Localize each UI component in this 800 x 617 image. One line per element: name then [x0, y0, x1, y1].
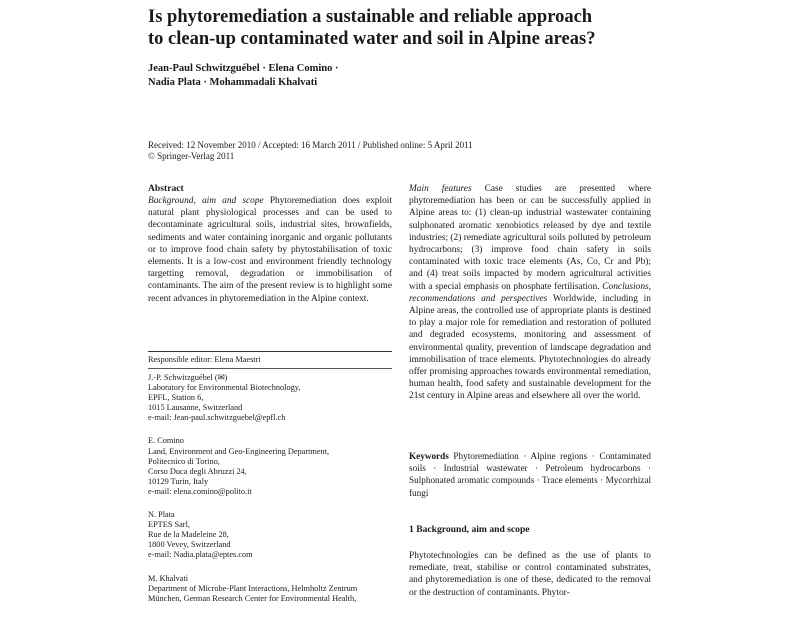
title-line-2: to clean-up contaminated water and soil in Alpine areas? — [148, 29, 596, 49]
affil-line: 10129 Turin, Italy — [148, 476, 209, 486]
affiliation-schwitzguebel — [148, 373, 392, 423]
affil-line: Land, Environment and Geo-Engineering Department, — [148, 446, 330, 456]
affil-line: EPTES Sarl, — [148, 520, 190, 530]
author-list — [148, 62, 548, 90]
abstract-background — [148, 195, 392, 305]
abstract-background-label: Background, aim and scope — [148, 196, 264, 206]
abstract-left-column — [148, 183, 392, 305]
affil-line: EPFL, Station 6, — [148, 393, 204, 403]
affil-line: 1800 Vevey, Switzerland — [148, 540, 231, 550]
keywords — [409, 450, 651, 499]
keywords-text: Phytoremediation · Alpine regions · Contaminated soils · Industrial wastewater · Petroleum hydrocarbons · Sulphonated aromatic compounds · Trace elements · Mycorrhizal fungi — [409, 451, 651, 498]
abstract-main-features — [409, 183, 651, 403]
abstract-heading: Abstract — [148, 183, 184, 194]
section-1-paragraph: Phytotechnologies can be defined as the use of plants to remediate, treat, stabilise or control contaminated substrates, and phytoremediation is one of these, dedicated to the removal or the destruction of contaminants. Phytor- — [409, 551, 651, 598]
affil-email[interactable]: e-mail: Nadia.plata@eptes.com — [148, 550, 253, 560]
affil-email[interactable]: e-mail: elena.comino@polito.it — [148, 486, 252, 496]
keywords-label: Keywords — [409, 451, 449, 461]
publication-dates — [148, 140, 608, 162]
affil-line: Laboratory for Environmental Biotechnology, — [148, 383, 301, 393]
affil-line: Politecnico di Torino, — [148, 456, 220, 466]
affiliation-khalvati — [148, 574, 392, 604]
author-line-2: Nadia Plata · Mohammadali Khalvati — [148, 77, 318, 88]
author-line-1: Jean-Paul Schwitzguébel · Elena Comino · — [148, 63, 339, 74]
affil-line: Rue de la Madeleine 28, — [148, 530, 229, 540]
affil-line: 1015 Lausanne, Switzerland — [148, 403, 243, 413]
affil-line: Department of Microbe-Plant Interactions, Helmholtz Zentrum — [148, 583, 358, 593]
abstract-main-features-text: Case studies are presented where phytoremediation has been or can be successfully applied in Alpine areas to: (1) clean-up industrial wastewater containing sulphonated aromatic xenobiotics released by dye and textile industries; (2) remediate agricultural soils polluted by petroleum hydrocarbons; (3) improve food chain safety in soils contaminated with toxic trace elements (As, Co, Cr and Pb); and (4) treat soils impacted by modern agricultural activities with a special emphasis on phosphate fertilisation. — [409, 184, 651, 292]
abstract-background-text: Phytoremediation does exploit natural plant physiological processes and can be used to decontaminate agricultural soils, industrial sites, brownfields, sediments and water containing inorganic and organic pollutants or to improve food chain safety by phytostabilisation of toxic elements. It is a low-cost and environment friendly technology targetting removal, degradation or immobilisation of contaminants. The aim of the present review is to highlight some recent advances in phytoremediation in the Alpine context. — [148, 196, 392, 304]
title-line-1: Is phytoremediation a sustainable and reliable approach — [148, 7, 593, 27]
responsible-editor: Responsible editor: Elena Maestri — [148, 355, 261, 364]
affil-line: M. Khalvati — [148, 573, 189, 583]
abstract-conclusions-text: Worldwide, including in Alpine areas, the controlled use of appropriate plants is destined to play a major role for remediation and restoration of polluted and degraded ecosystems, monitoring and assessment of environmental quality, prevention of landscape degradation and immobilisation of trace elements. Phytotechnologies do already offer promising approaches towards environmental remediation, human health, food safety and sustainable development for the 21st century in Alpine areas and elsewhere all over the world. — [409, 293, 651, 402]
affil-line: München, German Research Center for Environmental Health, — [148, 593, 357, 603]
copyright-line: © Springer-Verlag 2011 — [148, 151, 235, 161]
affil-line: N. Plata — [148, 510, 175, 520]
affil-line: E. Comino — [148, 436, 184, 446]
affiliations — [148, 373, 392, 617]
footnote-rule-2 — [148, 368, 392, 369]
paper-title — [148, 6, 708, 50]
affiliation-plata — [148, 510, 392, 560]
section-1-heading: 1 Background, aim and scope — [409, 524, 530, 535]
abstract-main-features-label: Main features — [409, 184, 472, 194]
affil-line: Corso Duca degli Abruzzi 24, — [148, 466, 247, 476]
footnote-rule — [148, 351, 392, 352]
affil-email[interactable]: e-mail: Jean-paul.schwitzguebel@epfl.ch — [148, 413, 286, 423]
abstract-conclusions-label: Conclusions, recommendations and perspectives — [409, 281, 651, 304]
affil-line: J.-P. Schwitzguébel (✉) — [148, 373, 228, 382]
affiliation-comino — [148, 436, 392, 497]
abstract-right-column — [409, 183, 651, 403]
dates-line: Received: 12 November 2010 / Accepted: 16 March 2011 / Published online: 5 April 2011 — [148, 140, 473, 150]
section-1-body — [409, 550, 651, 599]
